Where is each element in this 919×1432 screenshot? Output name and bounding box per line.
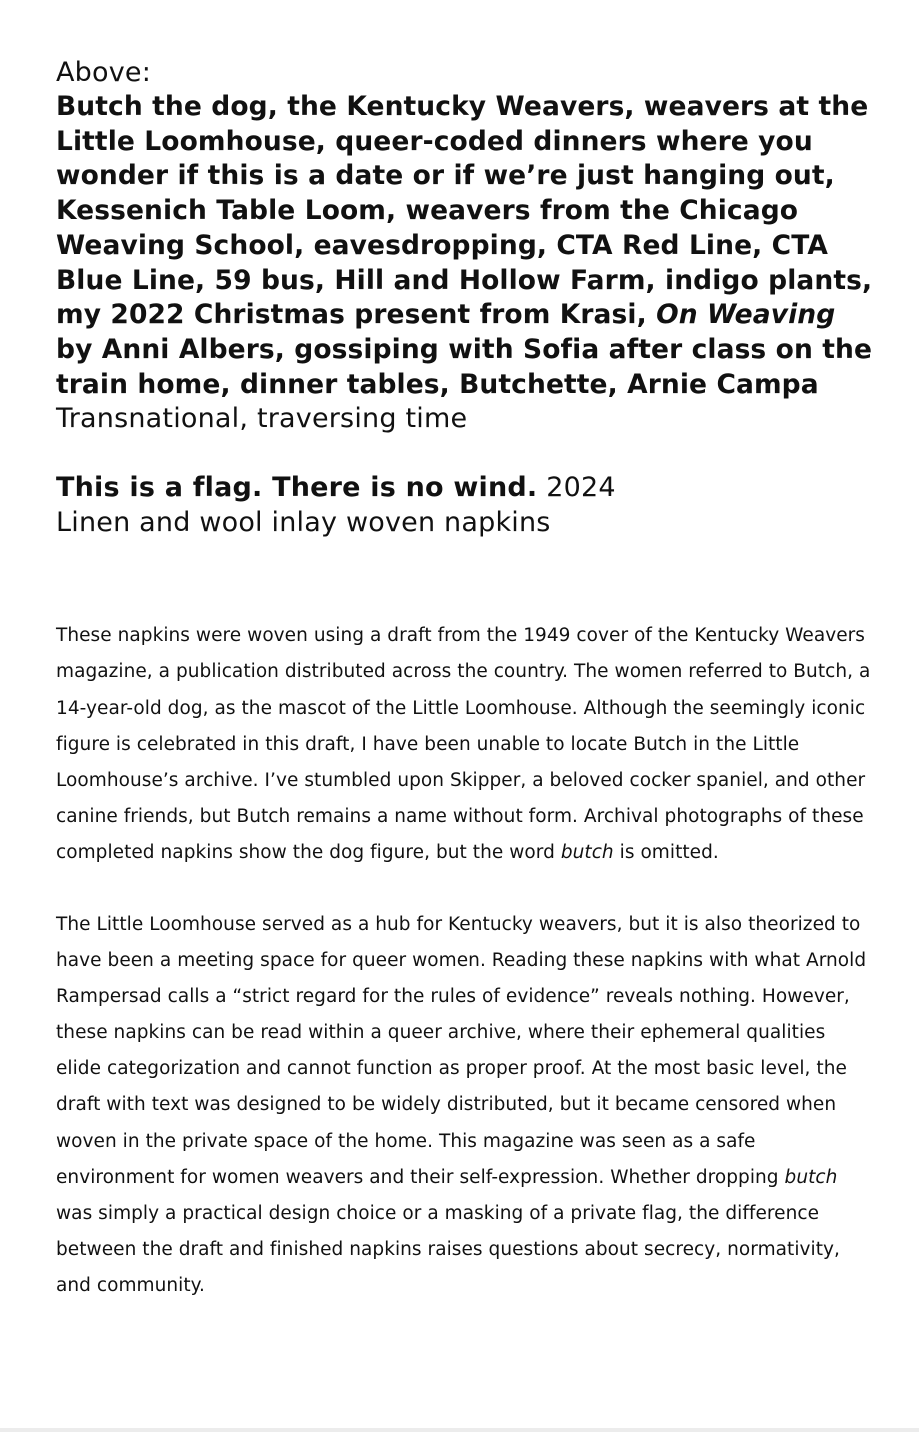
- above-label: Above:: [56, 57, 152, 88]
- paragraph-2-italic: butch: [784, 1166, 838, 1188]
- paragraph-2: [56, 907, 876, 1304]
- bottom-divider: [0, 1428, 919, 1432]
- paragraph-2-text-b: was simply a practical design choice or a masking of a private flag, the difference between the draft and finished napkins raises questions about secrecy, normativity, and community.: [56, 1202, 840, 1296]
- work-title-line: [56, 470, 876, 505]
- paragraph-1: [56, 618, 876, 871]
- subtitle: Transnational, traversing time: [56, 403, 468, 435]
- page-content: [56, 56, 876, 1304]
- credits-list: [56, 90, 876, 402]
- book-title: On Weaving: [656, 299, 836, 331]
- body-text: [56, 618, 876, 1304]
- work-medium: Linen and wool inlay woven napkins: [56, 507, 551, 539]
- credits-list-part-1: Butch the dog, the Kentucky Weavers, weavers at the Little Loomhouse, queer-coded dinners where you wonder if this is a date or if we’re just hanging out, Kessenich Table Loom, weavers from the Chicago Weaving School, eavesdropping, CTA Red Line, CTA Blue Line, 59 bus, Hill and Hollow Farm, indigo plants, my 2022 Christmas present from Krasi,: [56, 91, 873, 331]
- paragraph-2-text-a: The Little Loomhouse served as a hub for Kentucky weavers, but it is also theorized to have been a meeting space for queer women. Reading these napkins with what Arnold Rampersad calls a “strict regard for the rules of evidence” reveals nothing. However, these napkins can be read within a queer archive, where their ephemeral qualities elide categorization and cannot function as proper proof. At the most basic level, the draft with text was designed to be widely distributed, but it became censored when woven in the private space of the home. This magazine was seen as a safe environment for women weavers and their self-expression. Whether dropping: [56, 913, 867, 1188]
- work-year: 2024: [537, 472, 616, 504]
- work-title: This is a flag. There is no wind.: [56, 472, 538, 504]
- paragraph-1-text-a: These napkins were woven using a draft from the 1949 cover of the Kentucky Weavers magazine, a publication distributed across the country. The women referred to Butch, a 14-year-old dog, as the mascot of the Little Loomhouse. Although the seemingly iconic figure is celebrated in this draft, I have been unable to locate Butch in the Little Loomhouse’s archive. I’ve stumbled upon Skipper, a beloved cocker spaniel, and other canine friends, but Butch remains a name without form. Archival photographs of these completed napkins show the dog figure, but the word: [56, 625, 871, 863]
- paragraph-1-text-b: is omitted.: [613, 841, 719, 863]
- work-info: [56, 470, 876, 540]
- paragraph-1-italic: butch: [560, 841, 614, 863]
- credits-list-part-2: by Anni Albers, gossiping with Sofia after class on the train home, dinner tables, Butchette, Arnie Campa: [56, 333, 873, 400]
